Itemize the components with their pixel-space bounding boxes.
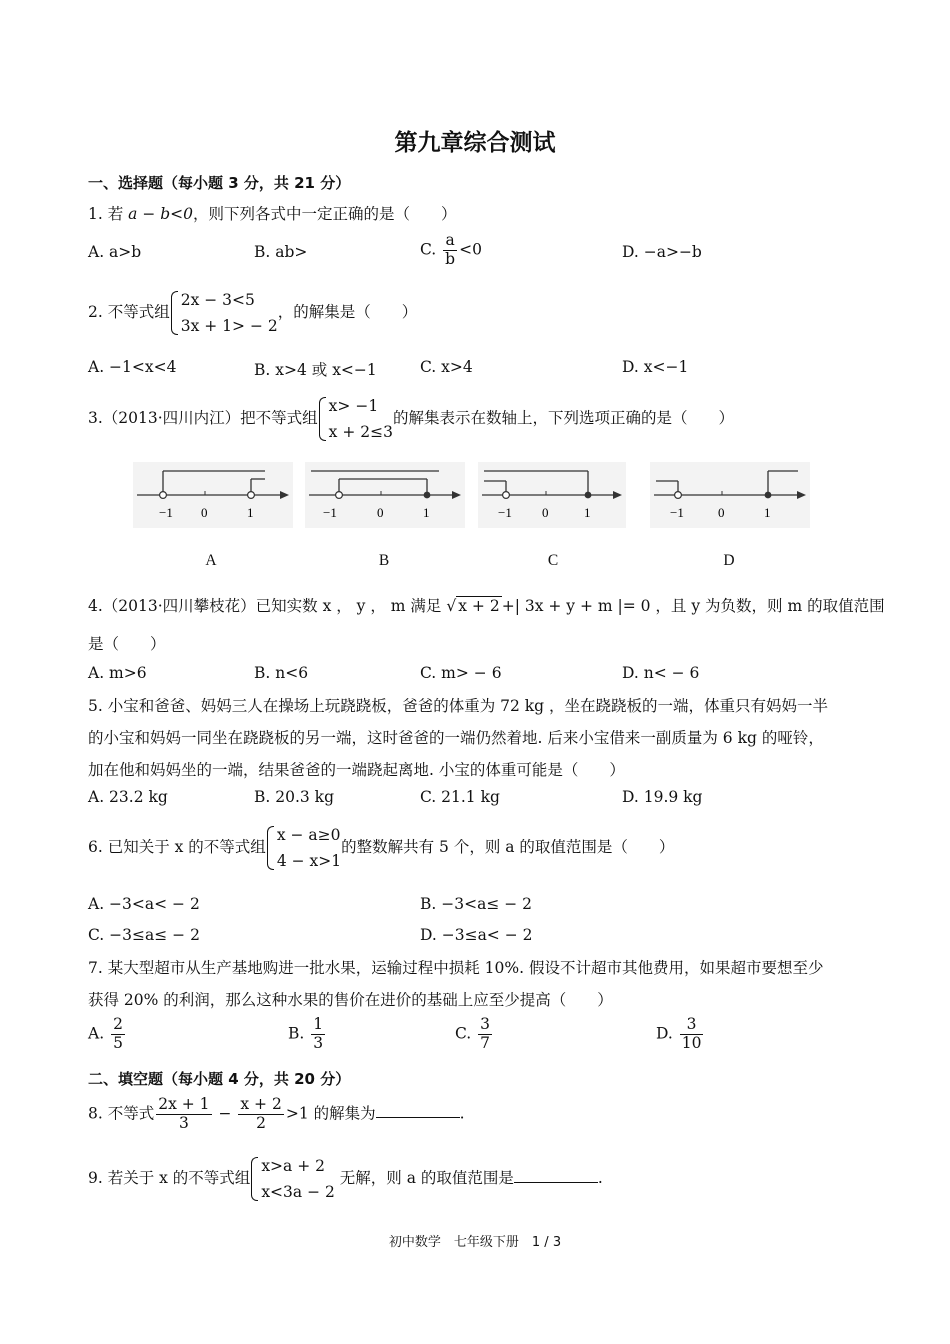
q5-line-3: 加在他和妈妈坐的一端，结果爸爸的一端跷起离地. 小宝的体重可能是（ ） (88, 761, 625, 779)
q7-option-c[interactable] (455, 1016, 494, 1053)
section-heading-choice: 一、选择题（每小题 3 分，共 21 分） (88, 174, 351, 192)
q7-a-num: 2 (113, 1015, 123, 1033)
q4-mid: +| 3x + y + m |= 0 ，且 y 为负数，则 m 的取值范围 (501, 597, 885, 615)
q9-row-2: x<3a − 2 (261, 1183, 335, 1201)
q6-option-b[interactable]: B. −3<a≤ − 2 (420, 895, 533, 913)
q3-system (318, 393, 393, 445)
q2-suffix: ，的解集是（ ） (277, 303, 418, 321)
q3-row-1: x> −1 (328, 397, 379, 415)
q7-c-num: 3 (480, 1015, 491, 1033)
page-title: 第九章综合测试 (394, 130, 556, 156)
question-4 (88, 594, 885, 616)
q2-system (170, 287, 278, 339)
q8-end: . (459, 1104, 465, 1123)
q7-b-num: 1 (313, 1015, 324, 1033)
q5-option-c[interactable]: C. 21.1 kg (420, 788, 500, 806)
q6-option-d[interactable]: D. −3≤a< − 2 (420, 926, 533, 944)
tick-1-d: 1 (764, 505, 771, 520)
q9-answer-blank[interactable] (514, 1168, 598, 1183)
tick-0-a: 0 (201, 505, 208, 520)
q8-minus: − (213, 1104, 237, 1123)
q8-fraction-2 (238, 1096, 283, 1133)
q7-d-fraction (680, 1016, 704, 1053)
q7-c-prefix: C. (455, 1024, 477, 1043)
q7-b-prefix: B. (288, 1024, 310, 1043)
q1-c-prefix: C. (420, 240, 442, 259)
q1-c-num: a (443, 232, 457, 251)
tick-0-d: 0 (718, 505, 725, 520)
q8-f1-num: 2x + 1 (158, 1095, 210, 1113)
q1-stem-a: 1. 若 (88, 205, 129, 223)
q1-expr: a − b<0 (128, 205, 194, 223)
q5-line-1: 5. 小宝和爸爸、妈妈三人在操场上玩跷跷板，爸爸的体重为 72 kg ，坐在跷跷板的一端，体重只有妈妈一半 (88, 697, 829, 715)
q6-option-c[interactable]: C. −3≤a≤ − 2 (88, 926, 200, 944)
q1-c-fraction (443, 232, 457, 269)
q3-label-c[interactable]: C (547, 552, 559, 569)
q9-system (250, 1153, 335, 1205)
q4-option-a[interactable]: A. m>6 (88, 664, 147, 682)
q7-a-prefix: A. (88, 1024, 110, 1043)
q2-option-d[interactable]: D. x<−1 (622, 358, 689, 376)
q7-option-d[interactable] (656, 1016, 705, 1053)
q8-f2-den: 2 (256, 1113, 267, 1132)
question-1 (88, 202, 457, 224)
q2-option-a[interactable]: A. −1<x<4 (88, 358, 177, 376)
q5-option-d[interactable]: D. 19.9 kg (622, 788, 703, 806)
question-3 (88, 393, 734, 445)
tick-1-a: 1 (247, 505, 254, 520)
q3-suffix: 的解集表示在数轴上，下列选项正确的是（ ） (392, 409, 734, 427)
q2-option-c[interactable]: C. x>4 (420, 358, 473, 376)
question-9 (88, 1153, 603, 1205)
q8-f2-num: x + 2 (240, 1095, 282, 1113)
tick-neg1-d: −1 (670, 505, 684, 520)
q2-row-1: 2x − 3<5 (180, 291, 255, 309)
q3-label-a[interactable]: A (205, 552, 217, 569)
tick-0-b: 0 (377, 505, 384, 520)
q5-line-2: 的小宝和妈妈一同坐在跷跷板的另一端，这时爸爸的一端仍然着地. 后来小宝借来一副质量为 6 kg 的哑铃， (88, 729, 824, 747)
q4-option-b[interactable]: B. n<6 (254, 664, 309, 682)
q2-option-b[interactable]: B. x>4 或 x<−1 (254, 361, 377, 379)
tick-neg1-c: −1 (498, 505, 512, 520)
number-line-a[interactable] (133, 462, 293, 528)
q1-c-suffix: <0 (459, 240, 482, 259)
q6-row-1: x − a≥0 (276, 826, 341, 844)
q1-stem-b: ，则下列各式中一定正确的是（ ） (193, 205, 457, 223)
q7-b-den: 3 (313, 1033, 324, 1052)
q3-row-2: x + 2≤3 (328, 423, 393, 441)
q8-answer-blank[interactable] (376, 1103, 460, 1118)
q1-option-c[interactable] (420, 232, 482, 269)
q2-row-2: 3x + 1> − 2 (180, 317, 278, 335)
q7-line-1: 7. 某大型超市从生产基地购进一批水果，运输过程中损耗 10%. 假设不计超市其他费用，如果超市要想至少 (88, 959, 824, 977)
q2-prefix: 2. 不等式组 (88, 303, 170, 321)
q1-option-a[interactable]: A. a>b (88, 243, 142, 261)
q6-system (266, 822, 341, 874)
q4-sqrt: x + 2 (458, 597, 500, 615)
q9-end: . (597, 1169, 603, 1187)
question-2 (88, 287, 417, 339)
number-line-d[interactable] (650, 462, 810, 528)
tick-1-c: 1 (584, 505, 591, 520)
number-line-c[interactable] (478, 462, 626, 528)
q1-option-d[interactable]: D. −a>−b (622, 243, 702, 261)
q1-option-b[interactable]: B. ab> (254, 243, 308, 261)
q8-suffix: >1 的解集为 (285, 1104, 376, 1123)
question-6 (88, 822, 674, 874)
q6-suffix: 的整数解共有 5 个，则 a 的取值范围是（ ） (341, 838, 675, 856)
q3-label-b[interactable]: B (378, 552, 390, 569)
number-line-b[interactable] (305, 462, 465, 528)
q7-c-fraction (478, 1016, 492, 1053)
q6-row-2: 4 − x>1 (276, 852, 342, 870)
q9-prefix: 9. 若关于 x 的不等式组 (88, 1169, 251, 1187)
page-footer: 初中数学 七年级下册 1 / 3 (388, 1235, 562, 1250)
q8-prefix: 8. 不等式 (88, 1104, 155, 1123)
question-8 (88, 1096, 465, 1133)
q7-d-num: 3 (680, 1016, 704, 1035)
tick-neg1-a: −1 (159, 505, 173, 520)
q7-line-2: 获得 20% 的利润，那么这种水果的售价在进价的基础上应至少提高（ ） (88, 991, 613, 1009)
q7-option-a[interactable] (88, 1016, 127, 1053)
tick-0-c: 0 (542, 505, 549, 520)
q7-a-den: 5 (113, 1033, 123, 1052)
q4-option-c[interactable]: C. m> − 6 (420, 664, 502, 682)
q6-option-a[interactable]: A. −3<a< − 2 (88, 895, 200, 913)
q1-c-den: b (445, 249, 456, 268)
q5-option-a[interactable]: A. 23.2 kg (88, 788, 168, 806)
q3-label-d[interactable]: D (723, 552, 735, 569)
q7-a-fraction (111, 1016, 125, 1053)
tick-neg1-b: −1 (323, 505, 337, 520)
q4-option-d[interactable]: D. n< − 6 (622, 664, 700, 682)
sqrt-icon: √ (446, 597, 457, 615)
q4-prefix: 4.（2013·四川攀枝花）已知实数 x ， y ， m 满足 (88, 597, 447, 615)
section-heading-fill: 二、填空题（每小题 4 分，共 20 分） (88, 1070, 351, 1088)
q8-f1-den: 3 (178, 1113, 189, 1132)
q7-b-fraction (311, 1016, 325, 1053)
q4-continuation: 是（ ） (88, 635, 166, 653)
q9-row-1: x>a + 2 (261, 1157, 325, 1175)
q9-suffix: 无解，则 a 的取值范围是 (334, 1169, 514, 1187)
q7-d-den: 10 (681, 1033, 702, 1052)
q7-d-prefix: D. (656, 1024, 678, 1043)
q5-option-b[interactable]: B. 20.3 kg (254, 788, 334, 806)
q7-c-den: 7 (480, 1033, 491, 1052)
q6-prefix: 6. 已知关于 x 的不等式组 (88, 838, 266, 856)
q8-fraction-1 (156, 1096, 211, 1133)
tick-1-b: 1 (423, 505, 430, 520)
q7-option-b[interactable] (288, 1016, 327, 1053)
q3-prefix: 3.（2013·四川内江）把不等式组 (88, 409, 318, 427)
